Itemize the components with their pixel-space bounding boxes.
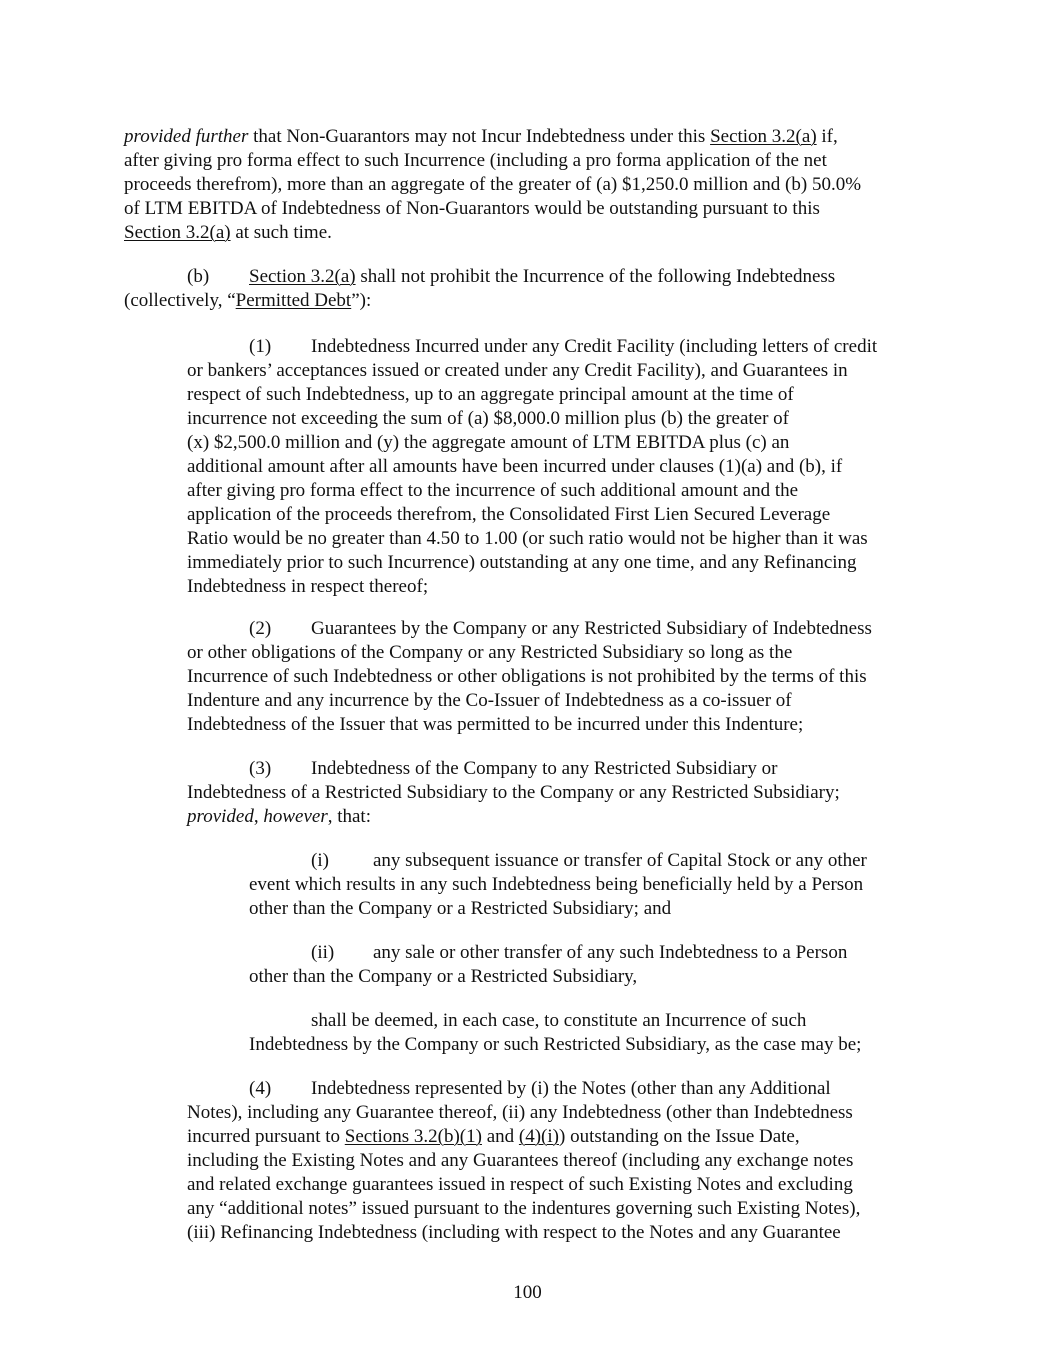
- emphasis-however: however: [263, 806, 328, 827]
- para-b-line: Section 3.2(a) shall not prohibit the Incurrence of the following Indebtedness: [249, 266, 836, 287]
- para-a-line: of LTM EBITDA of Indebtedness of Non-Guarantors would be outstanding pursuant to this: [124, 198, 820, 219]
- clause-1-line: respect of such Indebtedness, up to an aggregate principal amount at the time of: [187, 384, 794, 405]
- clause-2-line: Indenture and any incurrence by the Co-Issuer of Indebtedness as a co-issuer of: [187, 690, 792, 711]
- para-a-line: Section 3.2(a) at such time.: [124, 222, 332, 243]
- para-b-line: (collectively, “Permitted Debt”):: [124, 290, 372, 311]
- clause-4-line: including the Existing Notes and any Guarantees thereof (including any exchange notes: [187, 1150, 854, 1171]
- clause-1-number: (1): [249, 336, 272, 357]
- clause-4-line: incurred pursuant to Sections 3.2(b)(1) and (4)(i)) outstanding on the Issue Date,: [187, 1126, 800, 1147]
- clause-4-line: (iii) Refinancing Indebtedness (including with respect to the Notes and any Guarantee: [187, 1222, 841, 1243]
- subclause-i-line: other than the Company or a Restricted Subsidiary; and: [249, 898, 672, 919]
- section-3-2-a-reference: Section 3.2(a): [710, 126, 817, 147]
- subclause-ii-line: other than the Company or a Restricted Subsidiary,: [249, 966, 638, 987]
- clause-3-line: provided, however, that:: [187, 806, 371, 827]
- para-b-number: (b): [187, 266, 210, 287]
- para-a-line: provided further that Non-Guarantors may not Incur Indebtedness under this Section 3.2(a) if,: [124, 126, 838, 147]
- permitted-debt-term: Permitted Debt: [235, 290, 352, 311]
- clause-1-line: (x) $2,500.0 million and (y) the aggregate amount of LTM EBITDA plus (c) an: [187, 432, 790, 453]
- emphasis-provided-further: provided further: [124, 126, 249, 147]
- clause-1-line: Ratio would be no greater than 4.50 to 1.00 (or such ratio would not be higher than it was: [187, 528, 868, 549]
- clause-4-line: Notes), including any Guarantee thereof, (ii) any Indebtedness (other than Indebtedness: [187, 1102, 853, 1123]
- clause-2-line: Guarantees by the Company or any Restricted Subsidiary of Indebtedness: [311, 618, 872, 639]
- section-3-2-a-reference: Section 3.2(a): [249, 266, 356, 287]
- page-number: 100: [513, 1282, 542, 1303]
- clause-4-line: any “additional notes” issued pursuant to the indentures governing such Existing Notes),: [187, 1198, 861, 1219]
- clause-1-line: immediately prior to such Incurrence) outstanding at any one time, and any Refinancing: [187, 552, 857, 573]
- clause-1-line: application of the proceeds therefrom, the Consolidated First Lien Secured Leverage: [187, 504, 831, 525]
- subclause-i-line: any subsequent issuance or transfer of Capital Stock or any other: [373, 850, 867, 871]
- clause-1-line: or bankers’ acceptances issued or created under any Credit Facility), and Guarantees in: [187, 360, 848, 381]
- emphasis-provided: provided: [187, 806, 254, 827]
- subclause-i-line: event which results in any such Indebtedness being beneficially held by a Person: [249, 874, 864, 895]
- clause-2-line: Indebtedness of the Issuer that was permitted to be incurred under this Indenture;: [187, 714, 804, 735]
- clause-1-line: Indebtedness Incurred under any Credit Facility (including letters of credit: [311, 336, 878, 357]
- para-a-line: after giving pro forma effect to such Incurrence (including a pro forma application of the net: [124, 150, 827, 171]
- clause-2-line: or other obligations of the Company or any Restricted Subsidiary so long as the: [187, 642, 793, 663]
- sections-3-2-b-1-reference: Sections 3.2(b)(1): [344, 1126, 482, 1147]
- section-3-2-a-reference: Section 3.2(a): [124, 222, 231, 243]
- clause-4-i-reference: (4)(i): [518, 1126, 559, 1147]
- clause-4-line: and related exchange guarantees issued in respect of such Existing Notes and excluding: [187, 1174, 853, 1195]
- clause-1-line: incurrence not exceeding the sum of (a) $8,000.0 million plus (b) the greater of: [187, 408, 789, 429]
- para-a-line: proceeds therefrom), more than an aggregate of the greater of (a) $1,250.0 million and (b) 50.0%: [124, 174, 862, 195]
- clause-4-number: (4): [249, 1078, 272, 1099]
- clause-1-line: after giving pro forma effect to the incurrence of such additional amount and the: [187, 480, 799, 501]
- clause-2-number: (2): [249, 618, 272, 639]
- clause-3-line: Indebtedness of a Restricted Subsidiary to the Company or any Restricted Subsidiary;: [187, 782, 840, 803]
- subclause-i-number: (i): [311, 850, 329, 871]
- clause-3-line: Indebtedness of the Company to any Restricted Subsidiary or: [311, 758, 778, 779]
- clause-2-line: Incurrence of such Indebtedness or other obligations is not prohibited by the terms of this: [187, 666, 867, 687]
- subclause-ii-number: (ii): [311, 942, 335, 963]
- subclause-ii-line: any sale or other transfer of any such Indebtedness to a Person: [373, 942, 848, 963]
- clause-1-line: Indebtedness in respect thereof;: [187, 576, 429, 597]
- deemed-clause-line: shall be deemed, in each case, to constitute an Incurrence of such: [311, 1010, 807, 1031]
- deemed-clause-line: Indebtedness by the Company or such Restricted Subsidiary, as the case may be;: [249, 1034, 862, 1055]
- clause-3-number: (3): [249, 758, 272, 779]
- clause-1-line: additional amount after all amounts have been incurred under clauses (1)(a) and (b), if: [187, 456, 843, 477]
- clause-4-line: Indebtedness represented by (i) the Notes (other than any Additional: [311, 1078, 831, 1099]
